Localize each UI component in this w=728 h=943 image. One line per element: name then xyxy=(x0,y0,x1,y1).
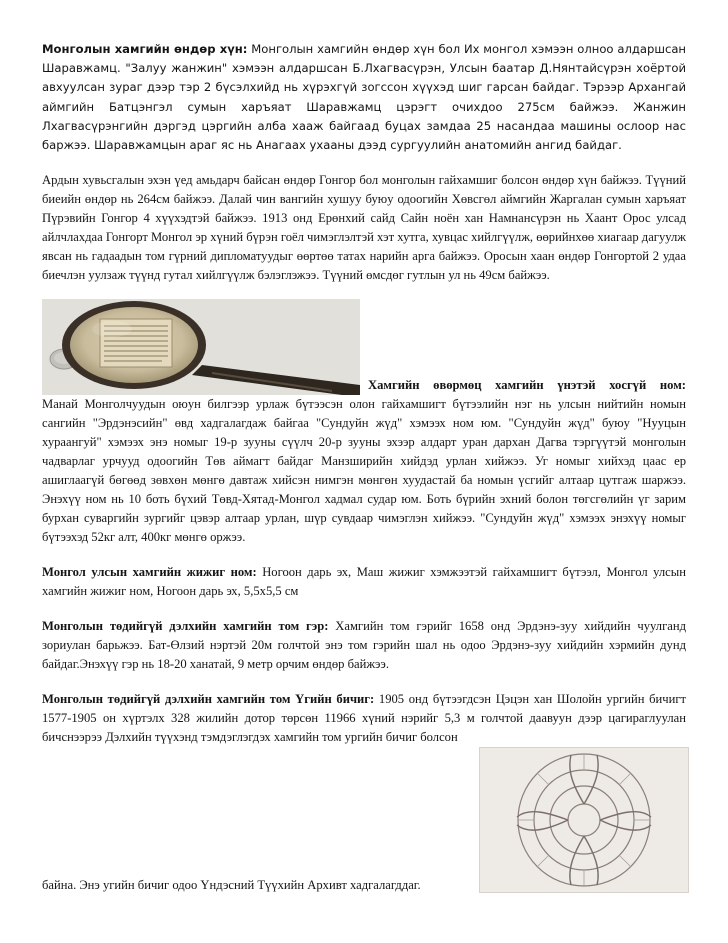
heading-smallest-book: Монгол улсын хамгийн жижиг ном: xyxy=(42,565,257,580)
text-smallest-book: Ногоон дарь эх, Маш жижиг хэмжээтэй гайхамшигт бүтээл, Монгол улсын хамгийн жижиг ном, Ногоон дарь эх, 5,5х5,5 см xyxy=(42,565,686,599)
text-largest-ger: Хамгийн том гэрийг 1658 онд Эрдэнэ-зуу хийдийн чуулганд зориулан барьжээ. Бат-Өлзий нэртэй 20м голчтой энэ том гэрийн шал нь одоо Эрдэнэ-зуу хийдийн хэрмийн дунд байдаг.Энэхүү гэр нь 18-20 ханатай, 9 метр орчим өндөр байжээ. xyxy=(42,619,686,672)
magnifier-book-photo xyxy=(42,299,360,395)
heading-largest-ger: Монголын төдийгүй дэлхийн хамгийн том гэр: xyxy=(42,619,329,634)
spacer xyxy=(42,547,686,563)
text-genealogy: 1905 онд бүтээгдсэн Цэцэн хан Шолойн ургийн бичигт 1577-1905 он хүртэлх 328 жилийн дотор төрсөн 11966 хүний нэрийг 5,3 м голчтой даавуун дээр цагираглуулан бичснээрээ Дэлхийн түүхэнд тэмдэглэгдэх хамгийн том ургийн бичиг болсон xyxy=(42,692,686,745)
paragraph-smallest-book xyxy=(42,563,686,601)
paragraph-tallest-person xyxy=(42,40,686,155)
text-genealogy-tail: байна. Энэ угийн бичиг одоо Үндэсний Түүхийн Архивт хадгалагддаг. xyxy=(42,878,421,893)
text-tallest-person: Монголын хамгийн өндөр хүн бол Их монгол хэмээн олноо алдаршсан Шаравжамц. "Залуу жанжин" хэмээн алдаршсан Б.Лхагвасүрэн, Улсын баатар Д.Нянтайсүрэн хоёртой авхуулсан зураг дээр тэр 2 бүсэлхийд нь хүрэхгүй зогссон хүүхэд шиг гарсан байдаг. Тэрээр Архангай аймгийн Батцэнгэл сумын харъяат Шаравжамц цэрэгт очихдоо 275см байжээ. Жанжин Лхагвасүрэнгийн дэргэд цэргийн алба хааж байгаад буцах замдаа 25 насандаа машины ослоор нас баржээ. Шаравжамцын араг яс нь Анагаах ухааны дээд сургуулийн анатомийн ангид байдаг. xyxy=(42,42,686,153)
text-gongor: Ардын хувьсгалын эхэн үед амьдарч байсан өндөр Гонгор бол монголын гайхамшиг болсон өндөр хүн байжээ. Түүний биеийн өндөр нь 264см байжээ. Далай чин вангийн хушуу буюу одоогийн Хөвсгөл аймгийн Жаргалан сумын харъяат Пүрэвийн Гонгор 4 хүүхэдтэй байжээ. 1913 онд Ерөнхий сайд Сайн ноён хан Намнансүрэн нь Хаант Орос улсад айлчлахдаа Гонгорт Монгол эр хүний бүрэн гоёл чимэглэлтэй хэт хутга, хувцас хийлгүүлж, өөрийнхөө хиагаар дагуулж явсан нь гадаадын том гүрний дипломатуудыг өөртөө татах нарийн арга байжээ. Оросын хаан өндөр Гонгортой 2 удаа биечлэн уулзаж түүнд гутал хийлгүүлж бэлэглэжээ. Түүний өмсдөг гутлын ул нь 49см байжээ. xyxy=(42,173,686,283)
heading-unique-book: Хамгийн өвөрмөц хамгийн үнэтэй хосгүй ном: xyxy=(368,378,686,393)
text-unique-book: Манай Монголчуудын оюун билгээр урлаж бүтээсэн олон гайхамшигт бүтээлийн нэг нь улсын нийтийн номын сангийн "Эрдэнэсийн" өвд хадгалагдаж байгаа "Сундуйн жүд" хэмээх ном юм. "Сундуйн жүд" буюу "Нууцын хураангуй" хэмээх энэ номыг 19-р зууны сүүлч 20-р зууны эхээр алдарт уран дархан Дагва тэргүүтэй монголын чадварлаг урчууд одоогийн Төв аймагт байдаг Манзширийн хийдэд урлан хийжээ. Уг номыг хийхэд цаас ер ашиглаагүй бөгөөд зөвхөн мөнгө давтаж хийсэн нимгэн мөнгөн хуудастай ба номын үсгийг алтаар цутгаж шаржээ. Энэхүү ном нь 10 боть бүхий Төвд-Хятад-Монгол хадмал судар юм. Боть бүрийн эхний болон төгсгөлийн үг зарим бурхан суваргийн зургийг цэвэр алтаар урлан, шүр сувдаар чимэглэн хийжээ. "Сундуйн жүд" хэмээх энэхүү номыг бүтээхэд 52кг алт, 400кг мөнгө оржээ. xyxy=(42,397,686,545)
magnifier-book-figure xyxy=(42,299,686,395)
paragraph-largest-ger xyxy=(42,617,686,674)
spacer xyxy=(42,674,686,690)
paragraph-genealogy xyxy=(42,690,686,747)
paragraph-gongor xyxy=(42,171,686,285)
genealogy-figure xyxy=(42,747,686,893)
spacer xyxy=(42,155,686,171)
spacer xyxy=(42,601,686,617)
paragraph-unique-book xyxy=(42,395,686,547)
genealogy-circle-photo xyxy=(479,747,689,893)
heading-genealogy: Монголын төдийгүй дэлхийн хамгийн том Үгийн бичиг: xyxy=(42,692,375,707)
document-page xyxy=(42,40,686,893)
heading-tallest-person: Монголын хамгийн өндөр хүн: xyxy=(42,42,248,56)
